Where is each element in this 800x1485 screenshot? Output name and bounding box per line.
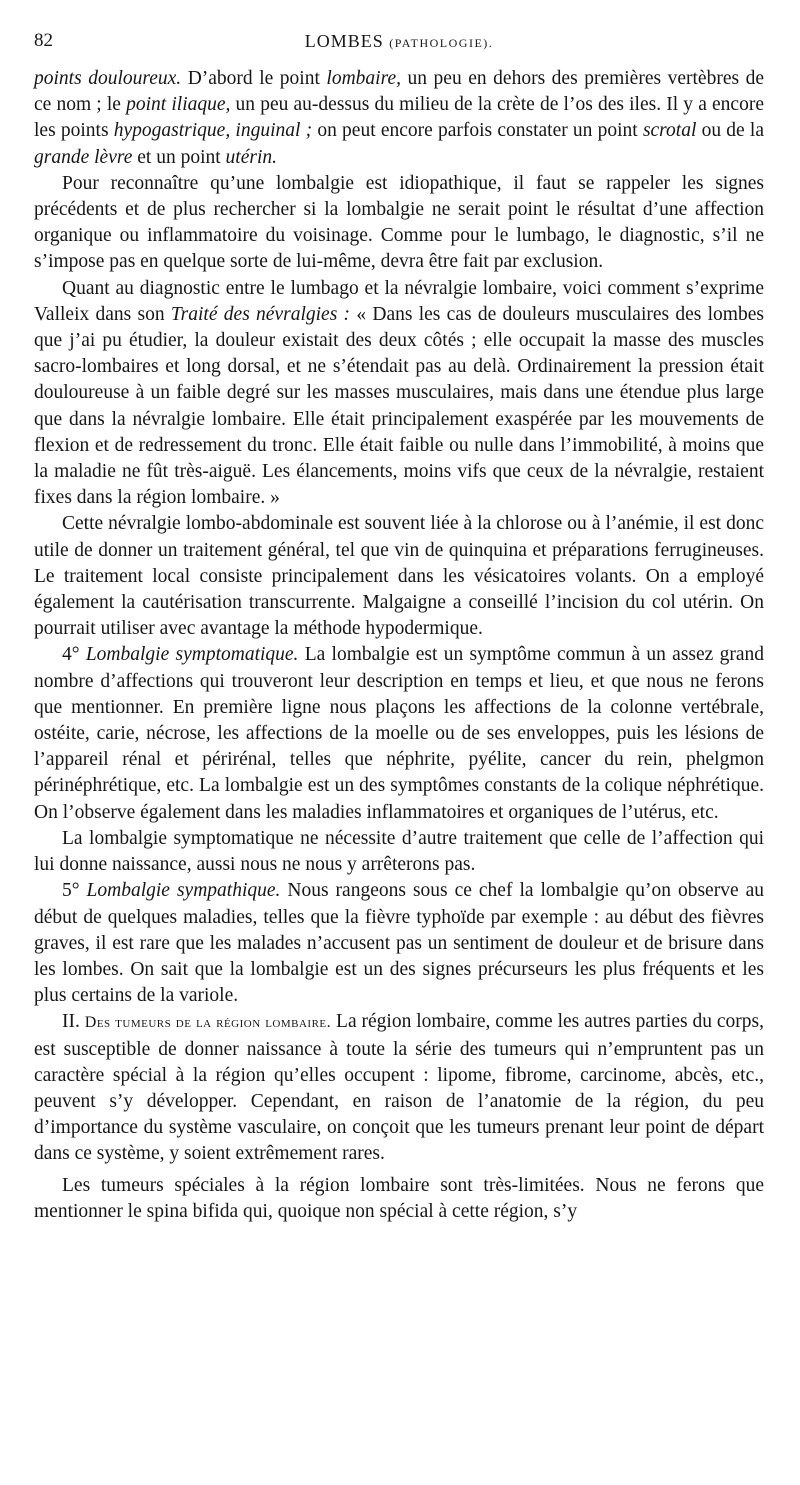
italic-text: Traité des névralgies :: [170, 303, 351, 325]
body-paragraph: [34, 878, 764, 1009]
body-paragraph: [34, 66, 764, 171]
body-paragraph: [34, 826, 764, 878]
text-run: un peu en dehors des premières vertèbres de ce nom ; le: [34, 68, 764, 116]
italic-text: grande lèvre: [34, 146, 133, 168]
body-paragraph: [34, 276, 764, 512]
text-run: Cette névralgie lombo-abdominale est souvent liée à la chlorose ou à l’anémie, il est donc utile de donner un traitement général, tel que vin de quinquina et préparations ferrugineuses. Le traitement local consiste principalement dans les vésicatoires volants. On a employé également la cautérisation transcurrente. Malgaigne a conseillé l’incision du col utérin. On pourrait utiliser avec avantage la méthode hypodermique.: [34, 513, 764, 640]
italic-text: point iliaque,: [126, 94, 231, 116]
text-run: La lombalgie symptomatique ne nécessite d’autre traitement que celle de l’affection qui lui donne naissance, aussi nous ne nous y arrêterons pas.: [34, 827, 764, 876]
text-run: un peu au-dessus du milieu de la crète de l’os des iles. Il y a encore les points: [34, 94, 764, 142]
header-title-sub: (PATHOLOGIE).: [389, 36, 494, 50]
text-run: Pour reconnaître qu’une lombalgie est idiopathique, il faut se rappeler les signes précédents et de plus rechercher si la lombalgie ne serait point le résultat d’une affection organique ou inflammatoire du voisinage. Comme pour le lumbago, le diagnostic, s’il ne s’impose pas en quelque sorte de lui-même, devra être fait par exclusion.: [34, 172, 764, 273]
italic-text: scrotal: [642, 120, 697, 142]
body-paragraph: [34, 1009, 764, 1167]
body-paragraph: [34, 1173, 764, 1225]
text-run: II.: [62, 1011, 85, 1033]
italic-text: hypogastrique, inguinal ;: [113, 120, 313, 142]
text-run: on peut encore parfois constater un point: [312, 120, 643, 142]
text-run: Les tumeurs spéciales à la région lombaire sont très-limitées. Nous ne ferons que mentionner le spina bifida qui, quoique non spécial à cette région, s’y: [34, 1174, 764, 1222]
text-run: et un point: [132, 146, 226, 168]
italic-text: lombaire,: [326, 68, 401, 89]
text-run: « Dans les cas de douleurs musculaires des lombes que j’ai pu étudier, la douleur existait des deux côtés ; elle occupait la masse des muscles sacro-lombaires et long dorsal, et ne s’étendait pas au delà. Ordinairement la pression était douloureuse à un faible degré sur les masses musculaires, mais dans une étendue plus large que dans la névralgie lombaire. Elle était principalement exaspérée par les mouvements de flexion et de redressement du tronc. Elle était faible ou nulle dans l’immobilité, à moins que la maladie ne fût très-aiguë. Les élancements, moins vifs que ceux de la névralgie, restaient fixes dans la région lombaire. »: [34, 303, 764, 509]
italic-text: points douloureux.: [34, 68, 182, 89]
italic-text: Lombalgie sympathique.: [86, 880, 281, 902]
text-run: 5°: [62, 880, 87, 902]
text-run: Nous rangeons sous ce chef la lombalgie qu’on observe au début de quelques maladies, telles que la fièvre typhoïde par exemple : au début des fièvres graves, il est rare que les malades n’accusent pas un sentiment de douleur et de brisure dans les lombes. On sait que la lombalgie est un des signes précurseurs les plus fréquents et les plus certains de la variole.: [34, 880, 765, 1007]
page-number: 82: [34, 30, 53, 51]
section-heading: Des tumeurs de la région lombaire.: [84, 1014, 332, 1032]
text-run: ou de la: [696, 120, 764, 142]
text-run: D’abord le point: [181, 68, 327, 89]
italic-text: utérin.: [225, 146, 278, 168]
header-title-main: LOMBES: [304, 31, 384, 51]
italic-text: Lombalgie symptomatique.: [85, 644, 299, 666]
running-header: [34, 28, 764, 58]
text-run: La région lombaire, comme les autres parties du corps, est susceptible de donner naissance à toute la série des tumeurs qui n’empruntent pas un caractère spécial à la région qu’elles occupent : lipome, fibrome, carcinome, abcès, etc., peuvent s’y développer. Cependant, en raison de l’anatomie de la région, du peu d’importance du système vasculaire, on conçoit que les tumeurs prenant leur point de départ dans ce système, y soient extrêmement rares.: [34, 1011, 764, 1165]
text-run: 4°: [62, 644, 86, 666]
text-run: La lombalgie est un symptôme commun à un assez grand nombre d’affections qui trouveront leur description en temps et lieu, et que nous ne ferons que mentionner. En première ligne nous plaçons les affections de la colonne vertébrale, ostéite, carie, nécrose, les affections de la moelle ou de ses enveloppes, puis les lésions de l’appareil rénal et périrénal, telles que néphrite, pyélite, cancer du rein, phelgmon périnéphrétique, etc. La lombalgie est un des symptômes constants de la colique néphrétique. On l’observe également dans les maladies inflammatoires et organiques de l’utérus, etc.: [34, 644, 764, 823]
body-paragraph: [34, 642, 764, 825]
page-header-title: [34, 28, 764, 56]
body-paragraph: [34, 511, 764, 642]
page-body: [34, 66, 764, 1225]
text-run: Quant au diagnostic entre le lumbago et la névralgie lombaire, voici comment s’exprime Valleix dans son: [34, 277, 764, 325]
book-page: [34, 28, 764, 1225]
body-paragraph: [34, 171, 764, 276]
